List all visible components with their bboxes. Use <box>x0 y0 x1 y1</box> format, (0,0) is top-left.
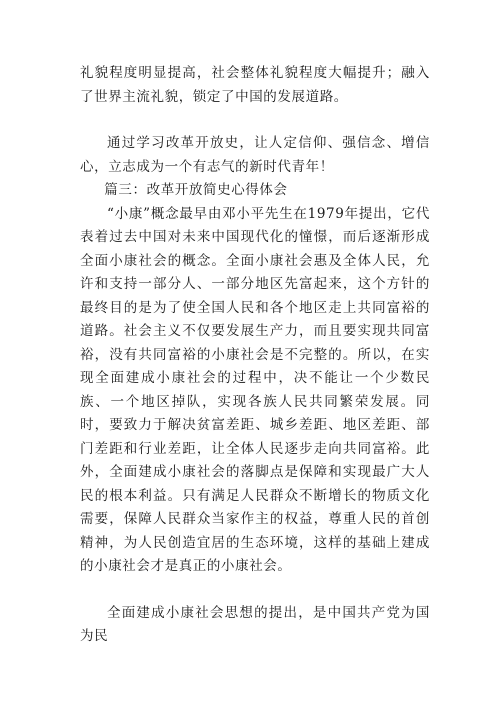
paragraph-conclusion: 通过学习改革开放史，让人定信仰、强信念、增信心，立志成为一个有志气的新时代青年！ <box>80 135 430 175</box>
document-page <box>80 62 430 649</box>
section-heading: 篇三：改革开放简史心得体会 <box>104 182 288 198</box>
paragraph-continuation: 礼貌程度明显提高，社会整体礼貌程度大幅提升；融入了世界主流礼貌，锁定了中国的发展道路。 <box>80 65 430 105</box>
paragraph-final: 全面建成小康社会思想的提出，是中国共产党为国为民 <box>80 604 430 644</box>
paragraph-xiaokang: “小康”概念最早由邓小平先生在1979年提出，它代表着过去中国对未来中国现代化的憧憬，而后逐渐形成全面小康社会的概念。全面小康社会惠及全体人民，允许和支持一部分人、一部分地区先富起来，这个方针的最终目的是为了使全国人民和各个地区走上共同富裕的道路。社会主义不仅要发展生产力，而且要实现共同富裕，没有共同富裕的小康社会是不完整的。所以，在实现全面建成小康社会的过程中，决不能让一个少数民族、一个地区掉队，实现各族人民共同繁荣发展。同时，要致力于解决贫富差距、城乡差距、地区差距、部门差距和行业差距，让全体人民逐步走向共同富裕。此外，全面建成小康社会的落脚点是保障和实现最广大人民的根本利益。只有满足人民群众不断增长的物质文化需要，保障人民群众当家作主的权益，尊重人民的首创精神，为人民创造宜居的生态环境，这样的基础上建成的小康社会才是真正的小康社会。 <box>80 205 430 574</box>
